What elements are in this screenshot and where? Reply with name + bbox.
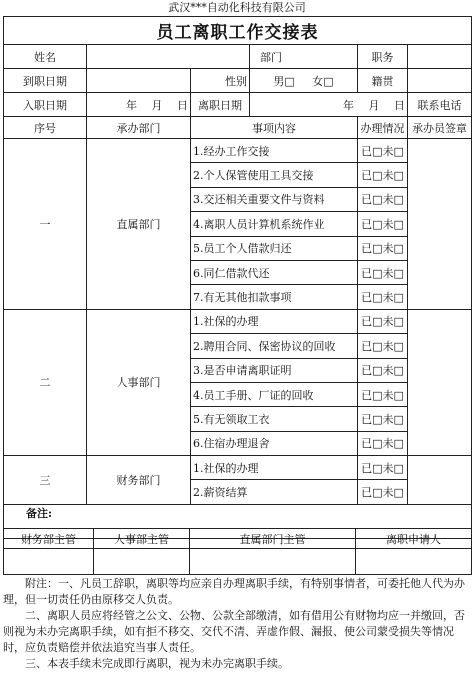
header-signer: 承办员签章 <box>408 117 472 139</box>
form-title: 员工离职工作交接表 <box>4 17 472 45</box>
status-checkbox[interactable]: 已□未□ <box>358 407 408 431</box>
status-checkbox[interactable]: 已□未□ <box>358 382 408 406</box>
note-2: 二、离职人员应将经管之公文、公物、公款全部缴清，如有借用公有财物均应一并缴回，否则视为未办完离职手续，如有拒不移交、交代不清、弄虚作假、漏报、使公司蒙受损失等情况时，应负责赔偿并依法追究当事人责任。 <box>3 609 465 654</box>
task-item: 4.员工手册、厂证的回收 <box>191 382 358 406</box>
remark-label: 备注: <box>4 504 472 538</box>
task-item: 2.聘用合同、保密协议的回收 <box>191 334 358 358</box>
sign-finance-field[interactable] <box>4 549 94 575</box>
status-checkbox[interactable]: 已□未□ <box>358 212 408 236</box>
name-field[interactable] <box>87 45 250 69</box>
sign-direct-label: 直属部门主管 <box>190 529 356 549</box>
task-item: 3.是否申请离职证明 <box>191 358 358 382</box>
header-dept: 承办部门 <box>87 117 191 139</box>
gender-options[interactable] <box>250 69 358 93</box>
task-item: 7.有无其他扣款事项 <box>191 285 358 309</box>
task-item: 5.员工个人借款归还 <box>191 236 358 260</box>
group-number: 三 <box>4 456 87 505</box>
status-checkbox[interactable]: 已□未□ <box>358 187 408 211</box>
gender-female-checkbox[interactable]: 女□ <box>312 74 334 88</box>
header-content: 事项内容 <box>191 117 358 139</box>
group-number: 二 <box>4 309 87 455</box>
name-label: 姓名 <box>4 45 87 69</box>
status-checkbox[interactable]: 已□未□ <box>358 431 408 455</box>
company-name: 武汉***自动化科技有限公司 <box>168 1 306 14</box>
header-num: 序号 <box>4 117 87 139</box>
task-item: 1.社保的办理 <box>191 309 358 333</box>
table-row <box>4 456 472 480</box>
task-item: 6.住宿办理退舍 <box>191 431 358 455</box>
sign-direct-field[interactable] <box>190 549 356 575</box>
position-label: 职务 <box>358 45 408 69</box>
task-item: 6.同仁借款代还 <box>191 260 358 284</box>
entry-date-label: 入职日期 <box>4 93 87 117</box>
task-item: 1.经办工作交接 <box>191 139 358 163</box>
status-checkbox[interactable]: 已□未□ <box>358 309 408 333</box>
status-checkbox[interactable]: 已□未□ <box>358 139 408 163</box>
sign-finance-label: 财务部主管 <box>4 529 94 549</box>
task-item: 2.个人保管使用工具交接 <box>191 163 358 187</box>
status-checkbox[interactable]: 已□未□ <box>358 456 408 480</box>
task-item: 1.社保的办理 <box>191 456 358 480</box>
status-checkbox[interactable]: 已□未□ <box>358 285 408 309</box>
status-checkbox[interactable]: 已□未□ <box>358 260 408 284</box>
sign-hr-field[interactable] <box>94 549 190 575</box>
task-item: 2.薪资结算 <box>191 480 358 504</box>
sign-applicant-field[interactable] <box>356 549 472 575</box>
group-dept: 直属部门 <box>87 139 191 310</box>
notes-section <box>3 576 469 672</box>
group-dept: 人事部门 <box>87 309 191 455</box>
note-1: 附注：一、凡员工辞职，离职等均应亲自办理离职手续，有特别事情者，可委托他人代为办理，但一切责任仍由原移交人负责。 <box>3 577 465 606</box>
group-number: 一 <box>4 139 87 310</box>
table-row <box>4 139 472 163</box>
handover-table <box>3 16 472 539</box>
task-item: 5.有无领取工衣 <box>191 407 358 431</box>
table-row <box>4 309 472 333</box>
gender-male-checkbox[interactable]: 男□ <box>273 74 295 88</box>
hire-date-label: 到职日期 <box>4 69 87 93</box>
status-checkbox[interactable]: 已□未□ <box>358 358 408 382</box>
sign-hr-label: 人事部主管 <box>94 529 190 549</box>
signature-table <box>3 528 472 575</box>
status-checkbox[interactable]: 已□未□ <box>358 480 408 504</box>
leave-date-label: 离职日期 <box>191 93 250 117</box>
status-checkbox[interactable]: 已□未□ <box>358 163 408 187</box>
note-3: 三、本表手续未完成即行离职，视为未办完离职手续。 <box>25 657 289 670</box>
leave-date-field[interactable]: 年 月 日 <box>250 93 408 117</box>
signer-field[interactable] <box>408 139 472 310</box>
group-dept: 财务部门 <box>87 456 191 505</box>
phone-label: 联系电话 <box>408 93 472 117</box>
native-field[interactable] <box>408 69 472 93</box>
native-label: 籍贯 <box>358 69 408 93</box>
entry-date-field[interactable]: 年 月 日 <box>87 93 191 117</box>
position-field[interactable] <box>408 45 472 69</box>
task-item: 4.离职人员计算机系统作业 <box>191 212 358 236</box>
status-checkbox[interactable]: 已□未□ <box>358 334 408 358</box>
gender-label: 性别 <box>191 69 250 93</box>
signer-field[interactable] <box>408 456 472 505</box>
sign-applicant-label: 离职申请人 <box>356 529 472 549</box>
header-status: 办理情况 <box>358 117 408 139</box>
status-checkbox[interactable]: 已□未□ <box>358 236 408 260</box>
signer-field[interactable] <box>408 309 472 455</box>
task-item: 3.交还相关重要文件与资料 <box>191 187 358 211</box>
hire-date-field[interactable] <box>87 69 191 93</box>
dept-label: 部门 <box>250 45 358 69</box>
